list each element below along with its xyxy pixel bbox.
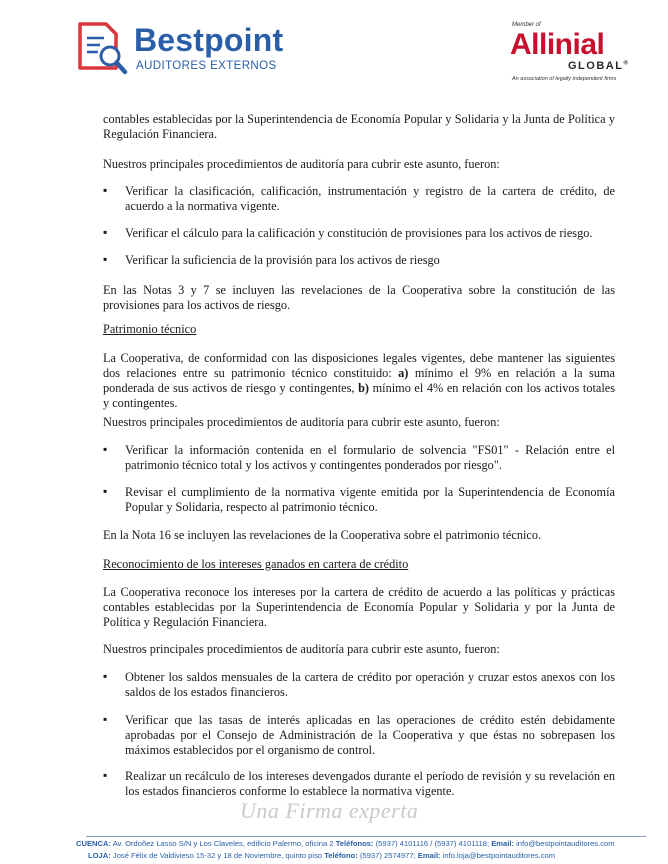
bullet-icon: ▪ — [103, 183, 108, 197]
list-item-text: Verificar que las tasas de interés aplicadas en las operaciones de crédito estén debidamente aprobadas por el Consejo de Administración de la Cooperativa y que éstas no sobrepasen los máximos establecidos por el organismo de control. — [125, 713, 615, 757]
section-heading-intereses: Reconocimiento de los intereses ganados en cartera de crédito — [103, 557, 409, 571]
member-of-label: Member of — [512, 22, 541, 28]
list-item — [103, 253, 615, 268]
network-tagline: An association of legally independent firms — [512, 76, 617, 82]
network-name: Allinial — [510, 28, 605, 61]
list-item — [103, 226, 615, 241]
list-item — [103, 485, 615, 515]
list-item-text: Verificar el cálculo para la calificación y constitución de provisiones para los activos de riesgo. — [125, 226, 593, 240]
document-search-icon — [76, 18, 132, 80]
paragraph-note-16: En la Nota 16 se incluyen las revelaciones de la Cooperativa sobre el patrimonio técnico. — [103, 528, 542, 542]
footer-phone-label: Teléfono: — [324, 851, 358, 860]
paragraph-intereses: La Cooperativa reconoce los intereses por la cartera de crédito de acuerdo a las políticas y prácticas contables establecidas por la Superintendencia de Economía Popular y Solidaria y por la Junta de Política y Regulación Financiera. — [103, 585, 615, 629]
brand-subtitle: AUDITORES EXTERNOS — [136, 60, 277, 72]
footer-address: Av. Ordoñez Lasso S/N y Los Claveles, edificio Palermo, oficina 2 — [111, 839, 336, 848]
bullet-icon: ▪ — [103, 484, 108, 498]
paragraph-procedures-intro: Nuestros principales procedimientos de auditoría para cubrir este asunto, fueron: — [103, 415, 500, 429]
bestpoint-logo — [76, 18, 306, 82]
footer-email-link[interactable]: info@bestpointauditores.com — [513, 839, 615, 848]
footer-phones: (5937) 2574977; — [357, 851, 418, 860]
label-a: a) — [398, 366, 409, 380]
paragraph-patrimonio-a: La Cooperativa, de conformidad con las disposiciones legales vigentes, debe mantener las siguientes dos relaciones entre su patrimonio técnico constituido: — [103, 351, 615, 380]
list-item-text: Verificar la clasificación, calificación, instrumentación y registro de la cartera de crédito, de acuerdo a la normativa vigente. — [125, 184, 615, 213]
registered-mark: ® — [623, 60, 628, 67]
bullet-icon: ▪ — [103, 442, 108, 456]
footer-phone-label: Teléfonos: — [335, 839, 374, 848]
list-item-text: Obtener los saldos mensuales de la cartera de crédito por operación y cruzar estos anexos con los saldos de los estados financieros. — [125, 670, 615, 699]
paragraph-patrimonio — [103, 351, 615, 411]
bullet-icon: ▪ — [103, 712, 108, 726]
label-b: b) — [358, 381, 369, 395]
footer-email-link[interactable]: info.loja@bestpointauditores.com — [440, 851, 556, 860]
bullet-icon: ▪ — [103, 225, 108, 239]
brand-name: Bestpoint — [134, 22, 284, 58]
list-item — [103, 443, 615, 473]
footer-address: José Félix de Valdivieso 15-32 y 18 de Noviembre, quinto piso — [110, 851, 325, 860]
footer-city: LOJA: — [88, 851, 111, 860]
list-item-text: Revisar el cumplimiento de la normativa vigente emitida por la Superintendencia de Economía Popular y Solidaria, respecto al patrimonio técnico. — [125, 485, 615, 514]
paragraph-continuation: contables establecidas por la Superintendencia de Economía Popular y Solidaria y la Junta de Política y Regulación Financiera. — [103, 112, 615, 141]
paragraph-procedures-intro: Nuestros principales procedimientos de auditoría para cubrir este asunto, fueron: — [103, 157, 500, 171]
list-item-text: Verificar la suficiencia de la provisión para los activos de riesgo — [125, 253, 440, 267]
bullet-icon: ▪ — [103, 768, 108, 782]
paragraph-patrimonio-b: mínimo el 9% en relación a la suma ponderada de sus activos de riesgo y contingentes, — [103, 366, 615, 395]
list-item — [103, 670, 615, 700]
bullet-icon: ▪ — [103, 252, 108, 266]
footer-divider — [86, 836, 646, 837]
paragraph-notes-3-7: En las Notas 3 y 7 se incluyen las revelaciones de la Cooperativa sobre la constitución de las provisiones para los activos de riesgo. — [103, 283, 615, 312]
footer-city: CUENCA: — [76, 839, 112, 848]
section-heading-patrimonio: Patrimonio técnico — [103, 322, 197, 336]
footer-email-label: Email: — [491, 839, 514, 848]
list-item — [103, 769, 615, 799]
paragraph-patrimonio-c: mínimo el 4% en relación con los activos totales y contingentes. — [103, 381, 616, 410]
list-item — [103, 713, 615, 758]
footer-email-label: Email: — [417, 851, 441, 860]
list-item-text: Realizar un recálculo de los intereses devengados durante el período de revisión y su revelación en los estados financieros conforme lo establece la normativa vigente. — [125, 769, 615, 798]
footer-cuenca — [76, 839, 615, 848]
paragraph-procedures-intro: Nuestros principales procedimientos de auditoría para cubrir este asunto, fueron: — [103, 642, 500, 656]
footer-phones: (5937) 4101116 / (5937) 4101118; — [373, 839, 492, 848]
network-global-text: GLOBAL — [568, 60, 624, 72]
allinial-logo — [500, 20, 630, 90]
watermark-slogan: Una Firma experta — [240, 798, 419, 823]
footer-loja — [88, 851, 555, 860]
network-global — [568, 60, 628, 72]
bullet-icon: ▪ — [103, 669, 108, 683]
list-item — [103, 184, 615, 214]
list-item-text: Verificar la información contenida en el formulario de solvencia "FS01" - Relación entre el patrimonio técnico total y los activos y contingentes ponderados por riesgo". — [125, 443, 615, 472]
